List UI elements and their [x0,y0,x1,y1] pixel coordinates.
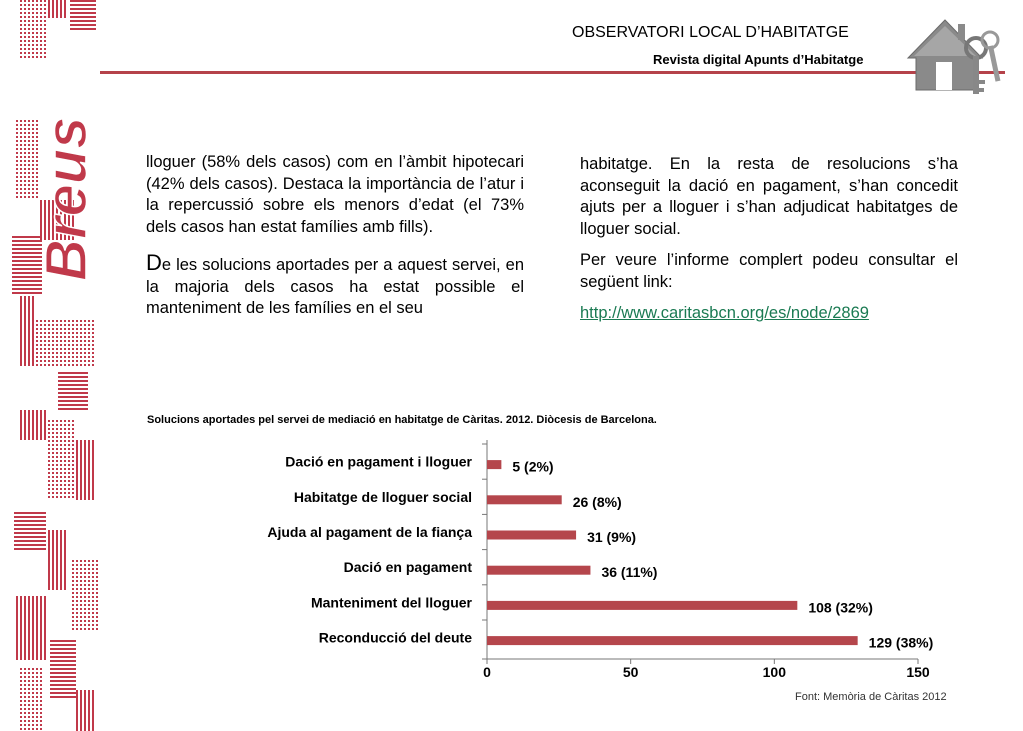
data-label: 5 (2%) [512,458,554,475]
right-paragraph-2: Per veure l’informe complert podeu consultar el següent link: [580,251,958,291]
x-tick-label: 0 [483,664,491,680]
header-rule [100,71,1005,74]
x-tick-label: 50 [622,664,639,680]
left-paragraph-2 [146,252,524,320]
right-paragraph-1: habitatge. En la resta de resolucions s’ha aconseguit la dació en pagament, s’han concedit ajuts per a lloguer i s’han adjudicat habitatges de lloguer social. [580,155,958,238]
bar [487,636,858,645]
breus-text: Breus [34,116,99,281]
x-tick-label: 100 [762,664,787,680]
breus-vertical-label [22,96,102,286]
left-paragraph-2-text: e les solucions aportades per a aquest servei, en la majoria dels casos ha estat possible el manteniment de les famílies en el seu [146,256,524,317]
left-paragraph-1: lloguer (58% dels casos) com en l’àmbit hipotecari (42% dels casos). Destaca la importància de l’atur i la repercussió sobre els menors d’edat (el 73% dels casos han estat famílies amb fills). [146,153,524,236]
category-label: Dació en pagament [343,559,472,576]
category-label: Habitatge de lloguer social [293,488,472,505]
category-label: Reconducció del deute [318,629,472,646]
right-text-column [580,154,958,325]
data-label: 36 (11%) [601,564,658,581]
bar [487,495,562,504]
data-label: 129 (38%) [868,634,934,651]
source-note: Font: Memòria de Càritas 2012 [795,691,947,703]
bar [487,566,590,575]
category-label: Manteniment del lloguer [310,594,472,611]
data-label: 108 (32%) [808,599,873,616]
category-label: Dació en pagament i lloguer [285,453,472,470]
category-label: Ajuda al pagament de la fiança [267,524,472,540]
publication-subtitle: Revista digital Apunts d’Habitatge [653,52,864,67]
chart-title: Solucions aportades pel servei de mediació en habitatge de Càritas. 2012. Diòcesis de Barcelona. [147,414,657,426]
data-label: 26 (8%) [572,493,622,510]
data-label: 31 (9%) [587,529,637,545]
drop-cap: D [146,250,162,275]
bar-chart [0,440,1023,690]
left-text-column [146,152,524,320]
x-tick-label: 150 [906,664,930,680]
publication-title: OBSERVATORI LOCAL D’HABITATGE [572,24,849,41]
bar [487,601,797,610]
bar [487,531,576,540]
bar [487,460,501,469]
report-link[interactable]: http://www.caritasbcn.org/es/node/2869 [580,304,869,322]
house-keys-logo-icon [900,10,1010,100]
